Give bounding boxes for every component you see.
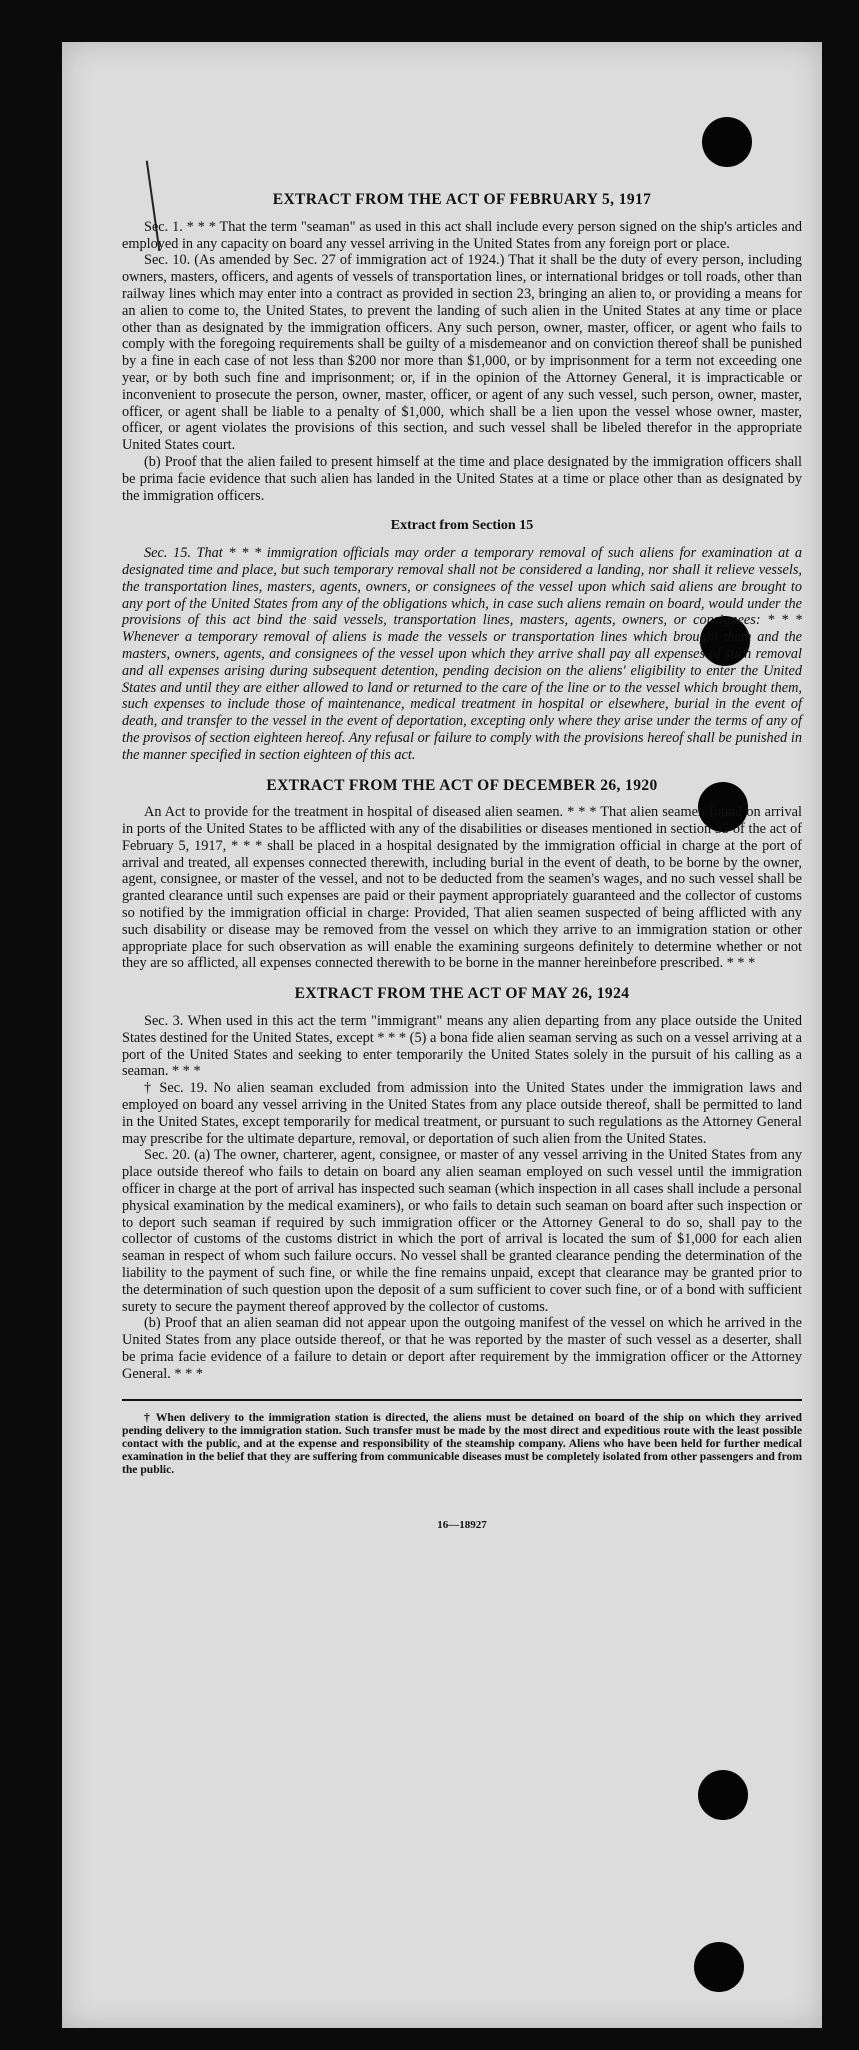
paragraph-sec-3: Sec. 3. When used in this act the term "immigrant" means any alien departing from any place outside the United States destined for the United States, except * * * (5) a bona fide alien seaman serving as such on a vessel arriving at a port of the United States and seeking to enter temporarily the United States solely in the pursuit of his calling as a seaman. * * * (122, 1013, 802, 1080)
punch-hole-1 (702, 117, 752, 167)
punch-hole-5 (694, 1942, 744, 1992)
section-15 (122, 545, 802, 763)
form-code: 16—18927 (437, 1518, 487, 1531)
heading-act-1917: EXTRACT FROM THE ACT OF FEBRUARY 5, 1917 (272, 191, 652, 208)
document-page (62, 42, 822, 2028)
heading-act-1924: EXTRACT FROM THE ACT OF MAY 26, 1924 (294, 985, 630, 1003)
section-1920 (122, 804, 802, 972)
footnote: † When delivery to the immigration station is directed, the aliens must be detained on board of the ship on which they arrived pending delivery to the immigration station. Such transfer must be made by the most direct and expeditious route with the least possible contact with the public, and at the expense and responsibility of the steamship company. Aliens who have been held for further medical examination in the belief that they are suffering from communicable diseases must be completely isolated from other passengers and from the public. (122, 1410, 803, 1477)
paragraph-sec-15: Sec. 15. That * * * immigration officials may order a temporary removal of such aliens for examination at a designated time and place, but such temporary removal shall not be considered a landing, nor shall it relieve vessels, the transportation lines, masters, agents, owners, or consignees of the vessel upon which said aliens are brought to any port of the United States from any of the obligations which, in case such aliens remain on board, would under the provisions of this act bind the said vessels, transportation lines, masters, agents, owners, or consignees: * * * Whenever a temporary removal of aliens is made the vessels or transportation lines which brought them and the masters, owners, agents, and consignees of the vessel upon which they arrive shall pay all expenses of such removal and all expenses arising during subsequent detention, pending decision on the aliens' eligibility to enter the United States and until they are either allowed to land or returned to the care of the line or to the vessel which brought them, such expenses to include those of maintenance, medical treatment in hospital or elsewhere, burial in the event of death, and transfer to the vessel in the event of deportation, excepting only where they arise under the terms of any of the provisos of section eighteen hereof. Any refusal or failure to comply with the provisions hereof shall be punished in the manner specified in section eighteen of this act. (122, 545, 802, 763)
footnote-divider (122, 1399, 802, 1401)
heading-section-15: Extract from Section 15 (390, 518, 534, 534)
document-body (122, 192, 802, 1533)
paragraph-sec-10b: (b) Proof that the alien failed to present himself at the time and place designated by the immigration officers shall be prima facie evidence that such alien has landed in the United States at a time or place other than as designated by the immigration officers. (122, 453, 802, 504)
paragraph-sec-10: Sec. 10. (As amended by Sec. 27 of immigration act of 1924.) That it shall be the duty of every person, including owners, masters, officers, and agents of vessels of transportation lines, or international bridges or toll roads, other than railway lines which may enter into a contract as provided in section 23, bringing an alien to, or providing a means for an alien to come to, the United States, to prevent the landing of such alien in the United States at any time or place other than as designated by the immigration officers. Any such person, owner, master, officer, or agent who fails to comply with the foregoing requirements shall be guilty of a misdemeanor and on conviction thereof shall be punished by a fine in each case of not less than $200 nor more than $1,000, or by imprisonment for a term not exceeding one year, or by both such fine and imprisonment; or, if in the opinion of the Attorney General, it is impracticable or inconvenient to prosecute the person, owner, master, officer, or agent of any such vessel, such person, owner, master, officer, or agent shall be liable to a penalty of $1,000, which shall be a lien upon the vessel whose owner, master, officer, or agent violates the provisions of this section, and such vessel shall be libeled therefor in the appropriate United States court. (122, 252, 802, 454)
heading-act-1920: EXTRACT FROM THE ACT OF DECEMBER 26, 1920 (266, 776, 658, 794)
punch-hole-4 (698, 1770, 748, 1820)
paragraph-sec-19: † Sec. 19. No alien seaman excluded from admission into the United States under the immigration laws and employed on board any vessel arriving in the United States from any place outside thereof, shall be permitted to land in the United States, except temporarily for medical treatment, or pursuant to such regulations as the Attorney General may prescribe for the ultimate departure, removal, or deportation of such alien from the United States. (122, 1080, 802, 1147)
paragraph-sec-20a: Sec. 20. (a) The owner, charterer, agent, consignee, or master of any vessel arriving in the United States from any place outside thereof who fails to detain on board any alien seaman employed on such vessel until the immigration officer in charge at the port of arrival has inspected such seaman (which inspection in all cases shall include a personal physical examination by the medical examiners), or who fails to detain such seaman on board after such inspection or to deport such seaman if required by such immigration officer or the Attorney General to do so, shall pay to the collector of customs of the customs district in which the port of arrival is located the sum of $1,000 for each alien seaman in respect of whom such failure occurs. No vessel shall be granted clearance pending the determination of the liability to the payment of such fine, or while the fine remains unpaid, except that clearance may be granted prior to the determination of such question upon the deposit of a sum sufficient to cover such fine, or of a bond with sufficient surety to secure the payment thereof approved by the collector of customs. (122, 1147, 802, 1315)
paragraph-act-1920: An Act to provide for the treatment in hospital of diseased alien seamen. * * * That alien seamen found on arrival in ports of the United States to be afflicted with any of the disabilities or diseases mentioned in section 35 of the act of February 5, 1917, * * * shall be placed in a hospital designated by the immigration official in charge at the port of arrival and treated, all expenses connected therewith, including burial in the event of death, to be borne by the owner, agent, consignee, or master of the vessel, and not to be deducted from the seamen's wages, and no such vessel shall be granted clearance until such expenses are paid or their payment appropriately guaranteed and the collector of customs so notified by the immigration official in charge: Provided, That alien seamen suspected of being afflicted with any such disability or disease may be removed from the vessel on which they arrive to an immigration station or other appropriate place for such observation as will enable the examining surgeons definitely to determine whether or not they are so afflicted, all expenses connected therewith to be borne in the manner hereinbefore prescribed. * * * (122, 804, 802, 972)
paragraph-sec-1: Sec. 1. * * * That the term "seaman" as used in this act shall include every person signed on the ship's articles and employed in any capacity on board any vessel arriving in the United States from any foreign port or place. (122, 218, 802, 252)
paragraph-sec-20b: (b) Proof that an alien seaman did not appear upon the outgoing manifest of the vessel on which he arrived in the United States from any place outside thereof, or that he was reported by the master of such vessel as a deserter, shall be prima facie evidence of a failure to detain or deport after requirement by the immigration officer or the Attorney General. * * * (122, 1315, 802, 1382)
section-1917 (122, 219, 802, 505)
section-1924 (122, 1013, 802, 1383)
